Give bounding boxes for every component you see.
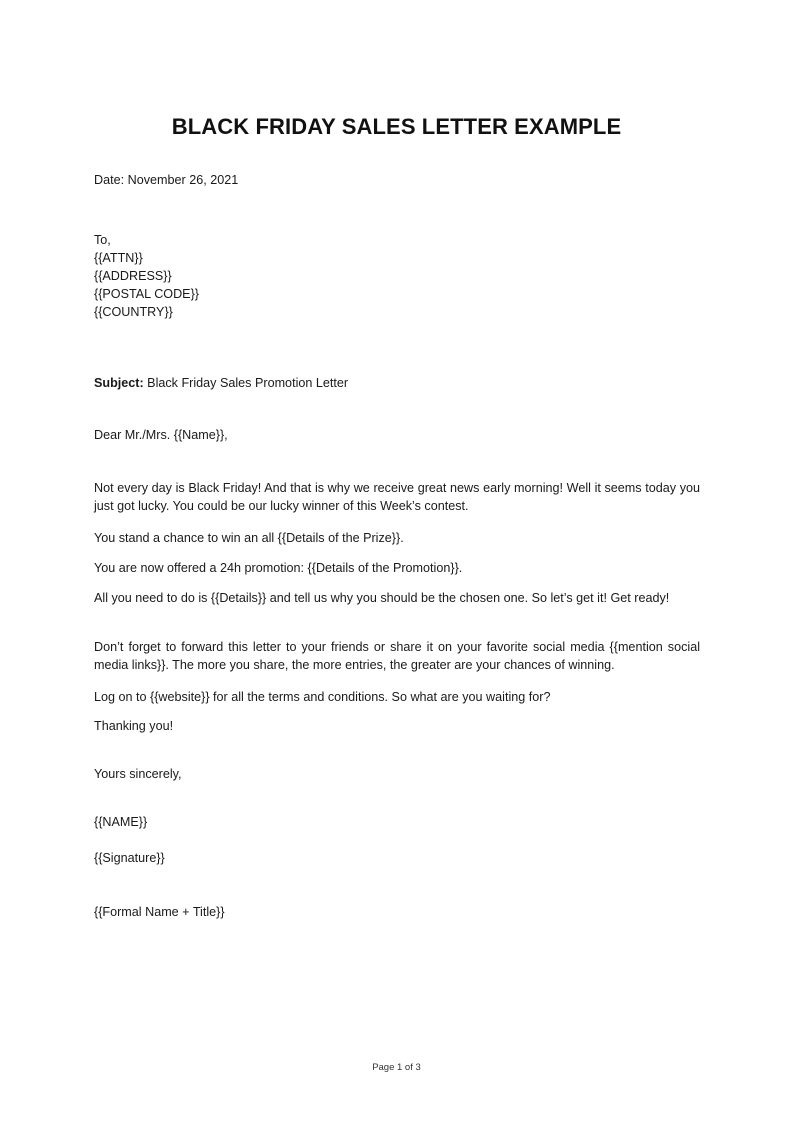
page-indicator: Page 1 of 3 — [372, 1062, 421, 1073]
subject-text: Black Friday Sales Promotion Letter — [143, 376, 349, 390]
paragraph-details: All you need to do is {{Details}} and tell us why you should be the chosen one. So let’s get it! Get ready! — [94, 591, 670, 605]
paragraph-prize: You stand a chance to win an all {{Details of the Prize}}. — [94, 531, 404, 545]
paragraph-share: Don’t forget to forward this letter to your friends or share it on your favorite social media {{mention social media links}}. The more you share, the more entries, the greater are your chances of winning. — [94, 640, 700, 672]
paragraph-website: Log on to {{website}} for all the terms and conditions. So what are you waiting for? — [94, 690, 551, 704]
recipient-country: {{COUNTRY}} — [94, 305, 173, 319]
closing: Yours sincerely, — [94, 767, 182, 781]
signer-name: {{NAME}} — [94, 815, 148, 829]
recipient-postal-code: {{POSTAL CODE}} — [94, 287, 199, 301]
document-title: BLACK FRIDAY SALES LETTER EXAMPLE — [171, 114, 622, 139]
subject-line — [94, 374, 348, 392]
recipient-attn: {{ATTN}} — [94, 251, 143, 265]
recipient-address: {{ADDRESS}} — [94, 269, 172, 283]
signature-placeholder: {{Signature}} — [94, 851, 165, 865]
letter-date: Date: November 26, 2021 — [94, 173, 239, 187]
salutation: Dear Mr./Mrs. {{Name}}, — [94, 428, 228, 442]
paragraph-thanks: Thanking you! — [94, 719, 174, 733]
formal-name-title: {{Formal Name + Title}} — [94, 905, 225, 919]
paragraph-intro: Not every day is Black Friday! And that is why we receive great news early morning! Well it seems today you just got lucky. You could be our lucky winner of this Week’s contest. — [94, 481, 700, 513]
subject-label: Subject: — [94, 376, 144, 390]
paragraph-promotion: You are now offered a 24h promotion: {{Details of the Promotion}}. — [94, 561, 463, 575]
recipient-to: To, — [94, 233, 111, 247]
